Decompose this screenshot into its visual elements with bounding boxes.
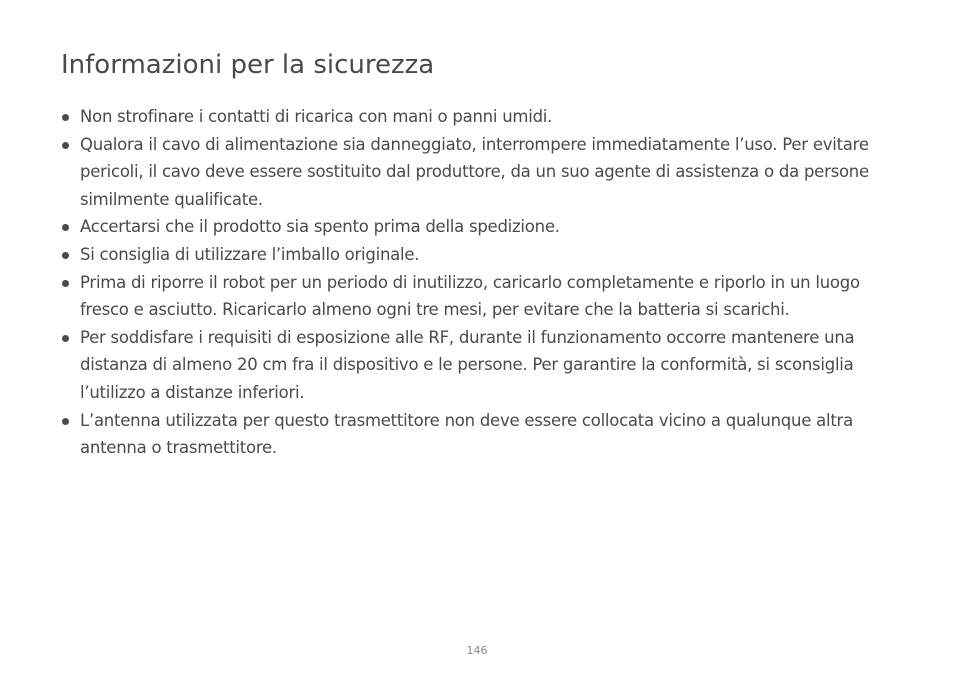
safety-bullet-list bbox=[61, 103, 901, 462]
list-item-text: Si consiglia di utilizzare l’imballo originale. bbox=[80, 244, 420, 264]
bullet-icon bbox=[62, 142, 69, 149]
list-item-text: Qualora il cavo di alimentazione sia danneggiato, interrompere immediatamente l’uso. Per evitare pericoli, il cavo deve essere sostituito dal produttore, da un suo agente di assistenza o da persone similmente qualificate. bbox=[80, 134, 869, 209]
bullet-icon bbox=[62, 418, 69, 425]
list-item bbox=[61, 269, 901, 324]
page-title: Informazioni per la sicurezza bbox=[61, 50, 435, 80]
bullet-icon bbox=[62, 252, 69, 259]
list-item bbox=[61, 103, 901, 131]
bullet-icon bbox=[62, 224, 69, 231]
list-item-text: Accertarsi che il prodotto sia spento prima della spedizione. bbox=[80, 217, 560, 237]
bullet-icon bbox=[62, 280, 69, 287]
list-item bbox=[61, 213, 901, 241]
list-item bbox=[61, 131, 901, 214]
list-item-text: Per soddisfare i requisiti di esposizione alle RF, durante il funzionamento occorre mantenere una distanza di almeno 20 cm fra il dispositivo e le persone. Per garantire la conformità, si sconsiglia l’utilizzo a distanze inferiori. bbox=[80, 327, 855, 402]
list-item-text: Non strofinare i contatti di ricarica con mani o panni umidi. bbox=[80, 107, 553, 126]
page-number: 146 bbox=[466, 644, 488, 657]
bullet-icon bbox=[62, 114, 69, 121]
list-item-text: Prima di riporre il robot per un periodo di inutilizzo, caricarlo completamente e riporlo in un luogo fresco e asciutto. Ricaricarlo almeno ogni tre mesi, per evitare che la batteria si scarichi. bbox=[80, 272, 860, 320]
list-item bbox=[61, 241, 901, 269]
list-item bbox=[61, 407, 901, 462]
list-item bbox=[61, 324, 901, 407]
list-item-text: L’antenna utilizzata per questo trasmettitore non deve essere collocata vicino a qualunque altra antenna o trasmettitore. bbox=[80, 410, 853, 458]
bullet-icon bbox=[62, 335, 69, 342]
